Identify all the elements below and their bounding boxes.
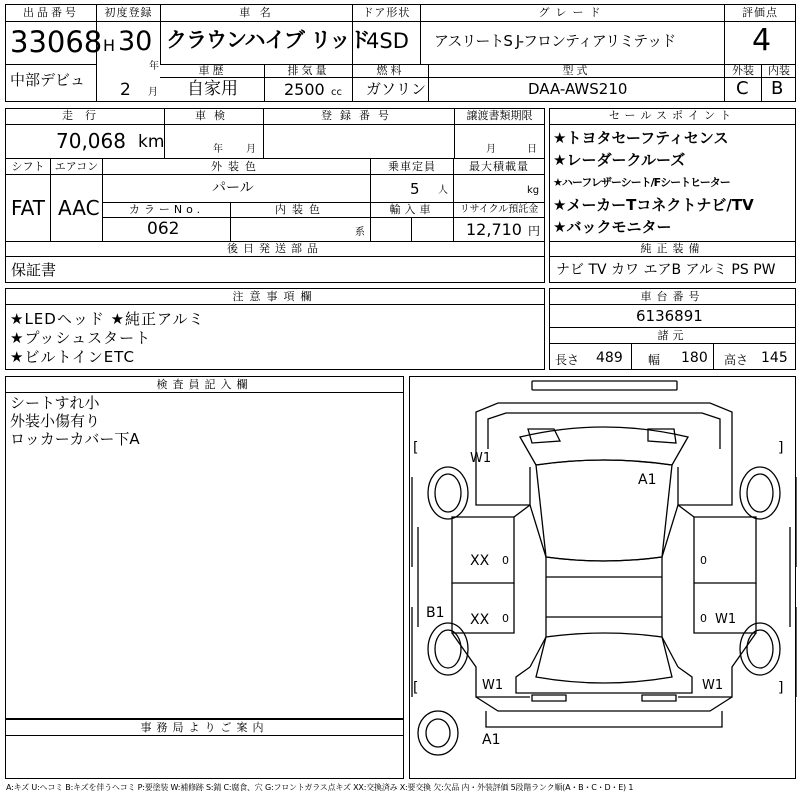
color-no: 062 bbox=[147, 219, 180, 239]
recycle-header: リサイクル預託金 bbox=[459, 204, 539, 215]
month-unit: 月 bbox=[148, 87, 158, 98]
notes-header: 注意事項欄 bbox=[232, 290, 318, 303]
interior-header: 内装 bbox=[768, 64, 790, 77]
score: 4 bbox=[752, 23, 772, 58]
mileage-header: 走行 bbox=[62, 109, 108, 122]
model-header: 型式 bbox=[562, 64, 591, 77]
ext-color-header: 外装色 bbox=[211, 160, 262, 173]
inspection-header: 車検 bbox=[195, 109, 233, 122]
spec-header: 諸元 bbox=[657, 329, 688, 342]
capacity-header: 乗車定員 bbox=[388, 160, 436, 173]
inspection-month-unit: 月 bbox=[246, 144, 256, 155]
recycle: 12,710 bbox=[466, 220, 522, 239]
height-label: 高さ bbox=[724, 353, 749, 367]
displacement: 2500 bbox=[284, 80, 325, 99]
grade: アスリートS J-フロンティアリミテッド bbox=[434, 32, 676, 50]
exterior-grade: C bbox=[736, 78, 749, 99]
shift-header: シフト bbox=[11, 160, 45, 173]
score-header: 評価点 bbox=[742, 6, 778, 19]
bracket-left: [ bbox=[413, 440, 419, 456]
damage-diagram bbox=[409, 376, 796, 779]
car-diagram bbox=[410, 377, 797, 780]
inspector-line: シートすれ小 bbox=[10, 394, 100, 412]
length: 489 bbox=[596, 350, 623, 366]
car-name: クラウンハイブ リッド bbox=[166, 28, 370, 52]
damage-mark: W1 bbox=[482, 678, 504, 693]
model: DAA-AWS210 bbox=[528, 80, 628, 98]
damage-mark: B1 bbox=[426, 605, 445, 621]
zero-mark: 0 bbox=[700, 554, 707, 567]
load-unit: kg bbox=[527, 185, 540, 196]
damage-mark: XX bbox=[470, 612, 490, 628]
length-label: 長さ bbox=[555, 353, 580, 367]
damage-mark: W1 bbox=[715, 612, 737, 627]
sales-point-item: ★ハーフレザーシート/Fシートヒーター bbox=[553, 176, 730, 189]
height: 145 bbox=[761, 350, 788, 366]
import-header: 輸入車 bbox=[389, 203, 435, 216]
zero-mark: 0 bbox=[700, 612, 707, 625]
post-parts-header: 後日発送部品 bbox=[227, 242, 323, 255]
displacement-header: 排気量 bbox=[287, 64, 330, 77]
door-type: 4SD bbox=[366, 29, 409, 53]
color-no-header: カラーNo. bbox=[128, 203, 205, 216]
sales-point-item: ★バックモニター bbox=[553, 218, 672, 236]
width: 180 bbox=[681, 350, 708, 366]
first-reg-header: 初度登録 bbox=[104, 6, 153, 19]
reg-year: 30 bbox=[118, 26, 153, 57]
shift: FAT bbox=[11, 196, 46, 220]
inspector-line: 外装小傷有り bbox=[10, 412, 101, 430]
fuel: ガソリン bbox=[366, 80, 427, 98]
damage-mark: W1 bbox=[702, 678, 724, 693]
history: 自家用 bbox=[187, 79, 238, 99]
bracket-right: ] bbox=[778, 440, 784, 456]
std-equipment: ナビ TV カワ エアB アルミ PS PW bbox=[556, 262, 776, 278]
post-parts: 保証書 bbox=[11, 261, 57, 279]
inspector-header: 検査員記入欄 bbox=[156, 378, 253, 391]
int-color-unit: 系 bbox=[355, 227, 365, 238]
inspector-line: ロッカーカバー下A bbox=[10, 430, 140, 448]
year-unit: 年 bbox=[149, 61, 159, 72]
note-line: ★プッシュスタート bbox=[10, 329, 152, 347]
zero-mark: 0 bbox=[502, 612, 509, 625]
exterior-header: 外装 bbox=[732, 64, 754, 77]
width-label: 幅 bbox=[648, 353, 661, 367]
door-header: ドア形状 bbox=[362, 6, 411, 19]
ext-color: パール bbox=[212, 180, 254, 196]
recycle-unit: 円 bbox=[528, 224, 541, 238]
aircon-header: エアコン bbox=[54, 160, 99, 173]
max-load-header: 最大積載量 bbox=[469, 160, 529, 173]
bracket-right: ] bbox=[778, 680, 784, 696]
damage-mark: A1 bbox=[482, 732, 501, 748]
fuel-header: 燃料 bbox=[376, 64, 405, 77]
era-label: H bbox=[103, 36, 116, 55]
sales-point-item: ★トヨタセーフティセンス bbox=[553, 129, 729, 147]
sales-points-header: セールスポイント bbox=[608, 109, 736, 122]
grade-header: グレード bbox=[538, 6, 607, 19]
chassis-number: 6136891 bbox=[636, 307, 703, 325]
interior-grade: B bbox=[771, 78, 784, 99]
lot-no-header: 出品番号 bbox=[23, 6, 79, 19]
reg-month: 2 bbox=[120, 80, 131, 100]
aircon: AAC bbox=[58, 196, 100, 220]
inspection-year-unit: 年 bbox=[213, 144, 223, 155]
mileage-unit: km bbox=[138, 132, 165, 152]
mileage: 70,068 bbox=[56, 129, 126, 153]
damage-mark: A1 bbox=[638, 472, 657, 488]
office-header: 事務局よりご案内 bbox=[140, 721, 269, 734]
note-line: ★ビルトインETC bbox=[10, 348, 135, 366]
note-line: ★LEDヘッド ★純正アルミ bbox=[10, 310, 205, 328]
chassis-header: 車台番号 bbox=[640, 290, 705, 303]
reg-no-header: 登録番号 bbox=[321, 109, 397, 122]
history-header: 車歴 bbox=[198, 64, 227, 77]
std-equipment-header: 純正装備 bbox=[640, 242, 705, 255]
transfer-month-unit: 月 bbox=[486, 144, 496, 155]
int-color-header: 内装色 bbox=[275, 203, 326, 216]
legend: A:キズ U:ヘコミ B:キズを伴うヘコミ P:要塗装 W:補修跡 S:錆 C:腐食、穴 G:フロントガラス点キズ XX:交換済み X:要交換 欠:欠品 内・外装評価 5段階ランク順(A・B・C・D・E) 1 bbox=[6, 783, 634, 792]
displacement-unit: cc bbox=[331, 87, 342, 98]
sales-point-item: ★レーダークルーズ bbox=[553, 151, 686, 169]
debut-label: 中部デビュ bbox=[10, 71, 86, 89]
damage-mark: W1 bbox=[470, 451, 492, 466]
car-name-header: 車 名 bbox=[239, 6, 274, 19]
zero-mark: 0 bbox=[502, 554, 509, 567]
transfer-header: 譲渡書類期限 bbox=[466, 109, 533, 122]
transfer-day-unit: 日 bbox=[527, 144, 537, 155]
lot-number: 33068 bbox=[10, 25, 103, 59]
capacity-unit: 人 bbox=[438, 185, 448, 196]
sales-point-item: ★メーカーTコネクトナビ/TV bbox=[553, 196, 754, 214]
bracket-left: [ bbox=[413, 680, 419, 696]
capacity: 5 bbox=[410, 180, 420, 198]
damage-mark: XX bbox=[470, 553, 490, 569]
